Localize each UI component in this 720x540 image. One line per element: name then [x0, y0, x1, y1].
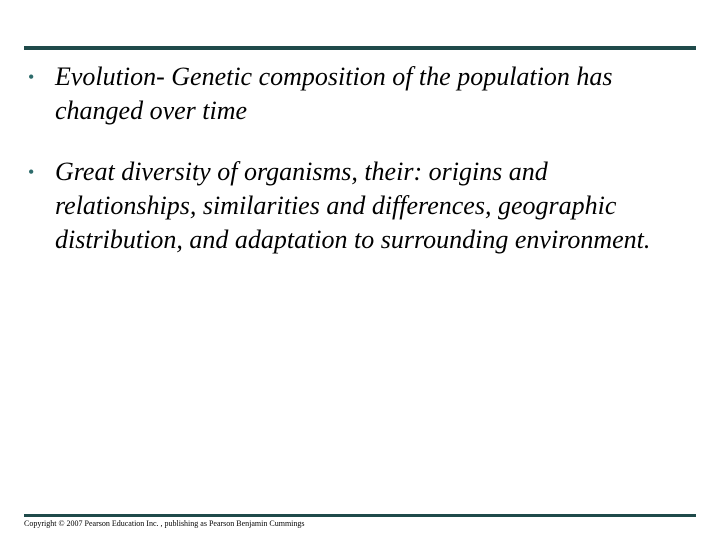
copyright-notice: Copyright © 2007 Pearson Education Inc. , publishing as Pearson Benjamin Cummings: [24, 519, 305, 528]
bottom-divider: [24, 514, 696, 517]
bullet-text: Great diversity of organisms, their: origins and relationships, similarities and differences, geographic distribution, and adaptation to surrounding environment.: [55, 157, 651, 254]
bullet-text: Evolution- Genetic composition of the population has changed over time: [55, 62, 613, 125]
top-divider: [24, 46, 696, 50]
bullet-dot-icon: •: [28, 162, 35, 182]
bullet-item-evolution: [28, 60, 688, 128]
bullet-dot-icon: •: [28, 67, 35, 87]
bullet-list: [28, 60, 688, 284]
bullet-item-diversity: [28, 155, 688, 257]
